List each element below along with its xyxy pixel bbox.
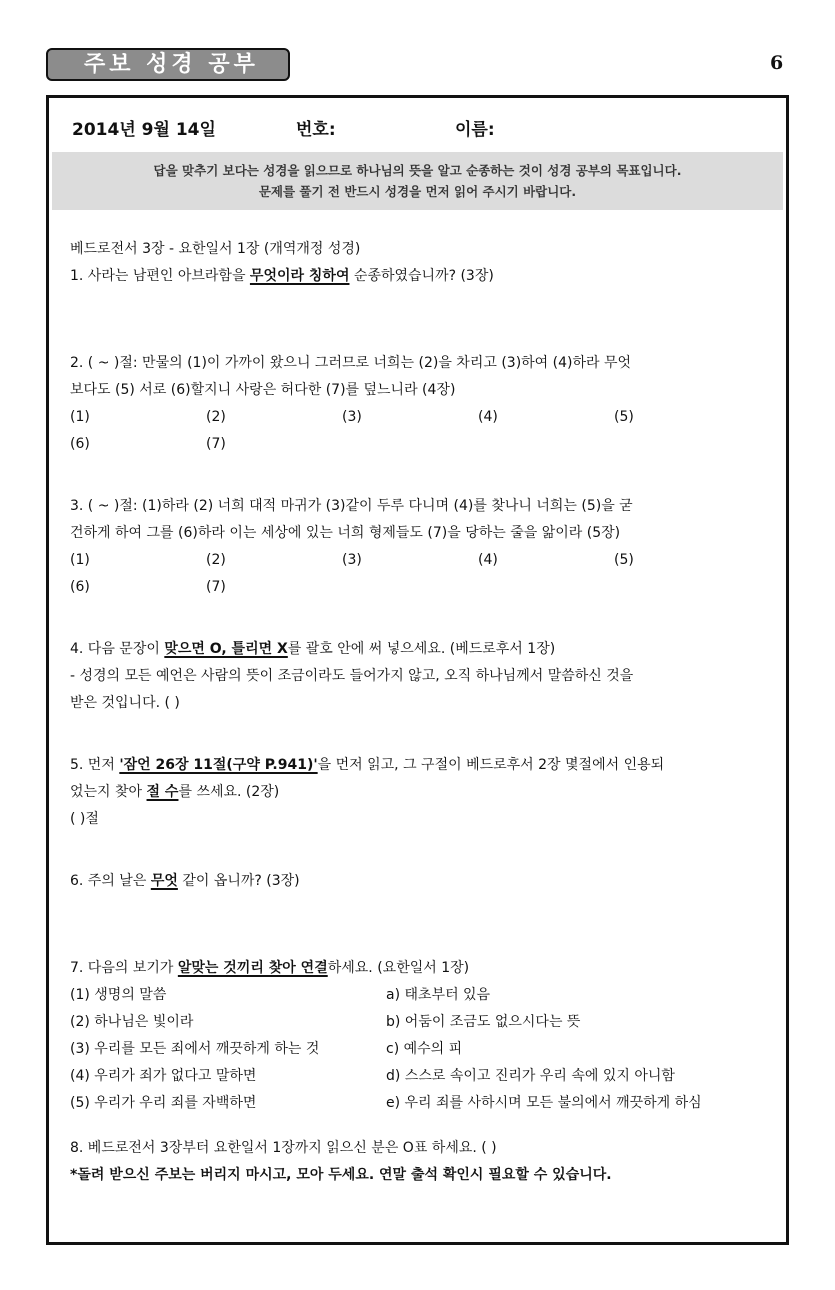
question-8: 8. 베드로전서 3장부터 요한일서 1장까지 읽으신 분은 O표 하세요. ( ): [70, 1140, 497, 1156]
question-4: 4. 다음 문장이 맞으면 O, 틀리면 X를 괄호 안에 써 넣으세요. (베드로후서 1장): [70, 641, 556, 657]
q2-blanks-row1: [70, 404, 770, 431]
question-4-answer: 받은 것입니다. ( ): [70, 695, 180, 711]
q4-emphasis: 맞으면 O, 틀리면 X: [164, 641, 288, 657]
q7-pair: (1) 생명의 말씀 a) 태초부터 있음: [70, 987, 491, 1003]
name-label: 이름:: [455, 120, 495, 140]
q3-blank: (1): [70, 552, 90, 568]
q5-emphasis-ref: '잠언 26장 11절(구약 P.941)': [119, 757, 318, 773]
question-2-cont: 보다도 (5) 서로 (6)할지니 사랑은 허다한 (7)를 덮느니라 (4장): [70, 382, 456, 398]
q7-emphasis: 알맞는 것끼리 찾아 연결: [177, 960, 328, 976]
q3-blank: (5): [614, 552, 634, 568]
q3-blanks-row2: [70, 574, 770, 601]
questions: [70, 236, 770, 1189]
question-5: 5. 먼저 '잠언 26장 11절(구약 P.941)'을 먼저 읽고, 그 구절이 베드로후서 2장 몇절에서 인용되: [70, 757, 665, 773]
number-label: 번호:: [296, 120, 336, 140]
question-6: 6. 주의 날은 무엇 같이 옵니까? (3장): [70, 873, 300, 889]
q2-blank: (4): [478, 409, 498, 425]
q6-emphasis: 무엇: [150, 873, 178, 889]
q3-blank: (6): [70, 579, 90, 595]
q3-blank: (4): [478, 552, 498, 568]
q7-pair: (3) 우리를 모든 죄에서 깨끗하게 하는 것 c) 예수의 피: [70, 1041, 463, 1057]
notice-line-2: 문제를 풀기 전 반드시 성경을 먼저 읽어 주시기 바랍니다.: [258, 184, 577, 199]
question-4-statement: - 성경의 모든 예언은 사람의 뜻이 조금이라도 들어가지 않고, 오직 하나님께서 말씀하신 것을: [70, 668, 634, 684]
q7-pair: (4) 우리가 죄가 없다고 말하면 d) 스스로 속이고 진리가 우리 속에 있지 아니함: [70, 1068, 675, 1084]
notice-box: [52, 152, 783, 210]
notice-line-1: 답을 맞추기 보다는 성경을 읽으므로 하나님의 뜻을 알고 순종하는 것이 성경 공부의 목표입니다.: [153, 163, 682, 178]
page-number: 6: [770, 52, 784, 74]
q2-blank: (2): [206, 409, 226, 425]
q3-blank: (3): [342, 552, 362, 568]
q7-pair: (2) 하나님은 빛이라 b) 어둠이 조금도 없으시다는 뜻: [70, 1014, 581, 1030]
bulletin-title: 주보 성경 공부: [46, 48, 290, 81]
q2-blank: (6): [70, 436, 90, 452]
q2-blank: (7): [206, 436, 226, 452]
q2-blank: (1): [70, 409, 90, 425]
question-5-cont: 었는지 찾아 절 수를 쓰세요. (2장): [70, 784, 280, 800]
footer-note: *돌려 받으신 주보는 버리지 마시고, 모아 두세요. 연말 출석 확인시 필요할 수 있습니다.: [70, 1167, 612, 1183]
q2-blank: (3): [342, 409, 362, 425]
q3-blank: (7): [206, 579, 226, 595]
q2-blanks-row2: [70, 431, 770, 458]
question-1: 1. 사라는 남편인 아브라함을 무엇이라 칭하여 순종하였습니까? (3장): [70, 268, 494, 284]
question-3: 3. ( ~ )절: (1)하라 (2) 너희 대적 마귀가 (3)같이 두루 다니며 (4)를 찾나니 너희는 (5)을 굳: [70, 498, 633, 514]
q3-blanks-row1: [70, 547, 770, 574]
q1-emphasis: 무엇이라 칭하여: [249, 268, 350, 284]
q3-blank: (2): [206, 552, 226, 568]
q5-emphasis-verse: 절 수: [146, 784, 179, 800]
question-5-answer: ( )절: [70, 811, 99, 827]
question-3-cont: 건하게 하여 그를 (6)하라 이는 세상에 있는 너희 형제들도 (7)을 당하는 줄을 앎이라 (5장): [70, 525, 621, 541]
q2-blank: (5): [614, 409, 634, 425]
scope-line: 베드로전서 3장 - 요한일서 1장 (개역개정 성경): [70, 241, 361, 257]
q7-pair: (5) 우리가 우리 죄를 자백하면 e) 우리 죄를 사하시며 모든 불의에서 깨끗하게 하심: [70, 1095, 702, 1111]
date: 2014년 9월 14일: [72, 120, 216, 140]
question-7: 7. 다음의 보기가 알맞는 것끼리 찾아 연결하세요. (요한일서 1장): [70, 960, 470, 976]
question-2: 2. ( ~ )절: 만물의 (1)이 가까이 왔으니 그러므로 너희는 (2)을 차리고 (3)하여 (4)하라 무엇: [70, 355, 632, 371]
